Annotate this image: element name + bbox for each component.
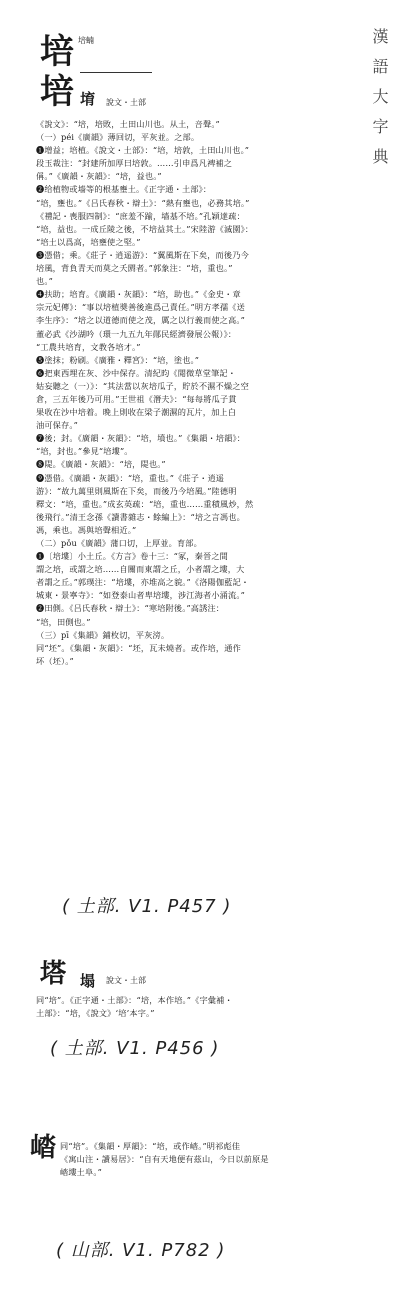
entry3-line: 同“培”。《集韻・厚韻》：“培，或作崉。”明祁彪佳	[60, 1141, 241, 1151]
entry2-source-tag: 說文・土部	[106, 976, 146, 985]
entry1-line: ❶增益；培植。《說文・土部》：“培，培敦，土田山川也。”	[36, 145, 250, 156]
entry1-source-tag: 說文・土部	[106, 98, 146, 107]
entry1-line: 《說文》：“培，培敗，土田山川也。从土，咅聲。”	[36, 119, 220, 129]
entry2-line: 同“培”。《正字通・土部》：“培，本作培。”《字彙補・	[36, 995, 233, 1005]
entry3-head-char: 崉	[30, 1133, 57, 1163]
entry2-line: 土部》：“培，《說文》‘培’本字。”	[36, 1008, 155, 1019]
entry1-line: 游》：“故九萬里則風斯在下矣，而後乃今培風。”陸德明	[36, 485, 237, 496]
side-title: 漢語大字典	[370, 28, 389, 178]
entry1-line: （一）péi《廣韻》薄回切，平灰並。之部。	[36, 132, 200, 143]
entry1-line: 《禮記・喪服四制》：“庶羞不踰，墙基不培。”孔穎達疏：	[36, 210, 245, 221]
entry1-line: “培，益也。一成丘陵之後，不培益其土。”宋陸游《滅園》：	[36, 223, 254, 234]
entry1-line: 姑妄聽之（一）》：“其法當以灰培瓜子，貯於不濕不燥之空	[36, 380, 249, 391]
entry1-seal-char: 堉	[80, 90, 96, 108]
entry1-line: ❻把東西埋在灰、沙中保存。清紀昀《閲微草堂筆記・	[36, 367, 237, 378]
entry1-line: 也。”	[36, 276, 53, 287]
entry1-line: ❷田側。《吕氏春秋・辯土》：“寒培附後。”高誘注：	[36, 603, 225, 614]
entry1-line: “工農共培育，文教各培才。”	[36, 341, 141, 352]
entry1-head-char-2: 培	[40, 72, 74, 112]
entry1-head-small: 培蝻	[78, 36, 94, 45]
entry1-line: ❼後；封。《廣韻・灰韻》：“培，墳也。”《集韻・培韻》：	[36, 433, 246, 444]
entry1-handwritten-note: ( 土部. V1. P457 )	[62, 896, 232, 917]
entry1-line: 倉，三五年後乃可用。”王世祖《潛夫》：“每每將瓜子貫	[36, 393, 237, 404]
entry1-line: 釋文：“培，重也。”成玄英疏：“培，重也……重積風炒，然	[36, 498, 254, 509]
entry1-line: 馮，乘也。馮與培聲相近。”	[36, 524, 137, 535]
entry1-rule	[80, 72, 152, 73]
entry1-line: “培，田側也。”	[36, 616, 91, 627]
entry1-line: 者謂之丘。”郭璞注：“培塿，亦堆高之貌。”《洛陽伽藍記・	[36, 577, 250, 588]
entry1-line: 果收在沙中培着。晚上則收在梁子潮濕的瓦片，加上白	[36, 407, 237, 418]
entry1-line: 同“坯”。《集韻・灰韻》：“坯，瓦未燒者。或作培，通作	[36, 642, 241, 653]
entry2-seal-char: 塌	[80, 972, 96, 990]
entry1-line: “培，封也。”參見“培塿”。	[36, 446, 133, 457]
entry1-line: （二）pǒu《廣韻》蒲口切，上厚並。育部。	[36, 538, 202, 548]
entry3-handwritten-note: ( 山部. V1. P782 )	[56, 1240, 226, 1261]
entry1-line: ❷给植物或墙等的根基壅土。《正字通・土部》：	[36, 184, 212, 195]
entry1-line: ❾憑借。《廣韻・灰韻》：“培，重也。”《莊子・逍遥	[36, 472, 225, 483]
entry1-line: 李生序》：“培之以道德而使之茂，厲之以行義而使之高。”	[36, 315, 245, 326]
entry1-line: 城東・景寧寺》：“如登泰山者卑培塿，涉江海者小涌流。”	[36, 590, 245, 601]
entry1-line: （三）pī《集韻》鋪枚切，平灰滂。	[36, 629, 170, 640]
entry1-line: 後飛行。”清王念孫《讀書雜志・餘編上》：“培之言馮也。	[36, 511, 245, 522]
entry1-line: “培，壅也。”《吕氏春秋・辯土》：“熱有壅也，必務其培。”	[36, 197, 250, 208]
entry1-line: 董必武《沙湖吟（環一九五九年鄖民經濟發展公報）》：	[36, 328, 237, 339]
entry1-line: 宗元妃傳》：“事以培植奬善後進爲己責任。”明方孝孺《送	[36, 302, 245, 313]
entry1-line: 培風，背負青天而莫之夭閼者。”郭象注：“培，重也。”	[36, 263, 233, 274]
entry2-body	[36, 994, 376, 1020]
entry1-line: 偁。”《廣韻・灰韻》：“培，益也。”	[36, 171, 162, 182]
entry1-line: 坏（坯）。”	[36, 655, 74, 666]
entry1-line: “培土以爲高，培壅使之堅。”	[36, 236, 141, 247]
entry1-line: ❸憑借；乘。《莊子・逍遥游》：“翼風斯在下矣，而後乃今	[36, 249, 249, 260]
entry1-line: ❽隄。《廣韻・灰韻》：“培，隄也。”	[36, 459, 166, 470]
entry1-line: 謂之培，或謂之培……自關而東謂之丘，小者謂之塿，大	[36, 564, 245, 575]
entry1-line: 段玉裁注：“封建所加厚曰培敦。……引申爲凡裨補之	[36, 158, 233, 169]
entry2-handwritten-note: ( 土部. V1. P456 )	[50, 1038, 220, 1059]
entry2-head-char: 塔	[40, 959, 67, 989]
entry1-line: 油可保存。”	[36, 420, 78, 431]
entry1-body	[36, 118, 376, 668]
entry3-line: 《寓山注・讀易居》：“自有天地便有茲山，今日以前原是	[60, 1154, 269, 1165]
entry3-body	[60, 1140, 380, 1179]
entry1-line: ❺塗抹；粉刷。《廣雅・釋宮》：“培，塗也。”	[36, 354, 200, 365]
entry1-line: ❹扶助；培育。《廣韻・灰韻》：“培，助也。”《金史・章	[36, 289, 241, 300]
entry3-line: 崉塿土阜。”	[60, 1167, 102, 1178]
entry1-head-char: 培	[40, 32, 74, 72]
entry1-line: ❶〔培塿〕小土丘。《方言》卷十三：“冢，秦晉之間	[36, 551, 228, 562]
